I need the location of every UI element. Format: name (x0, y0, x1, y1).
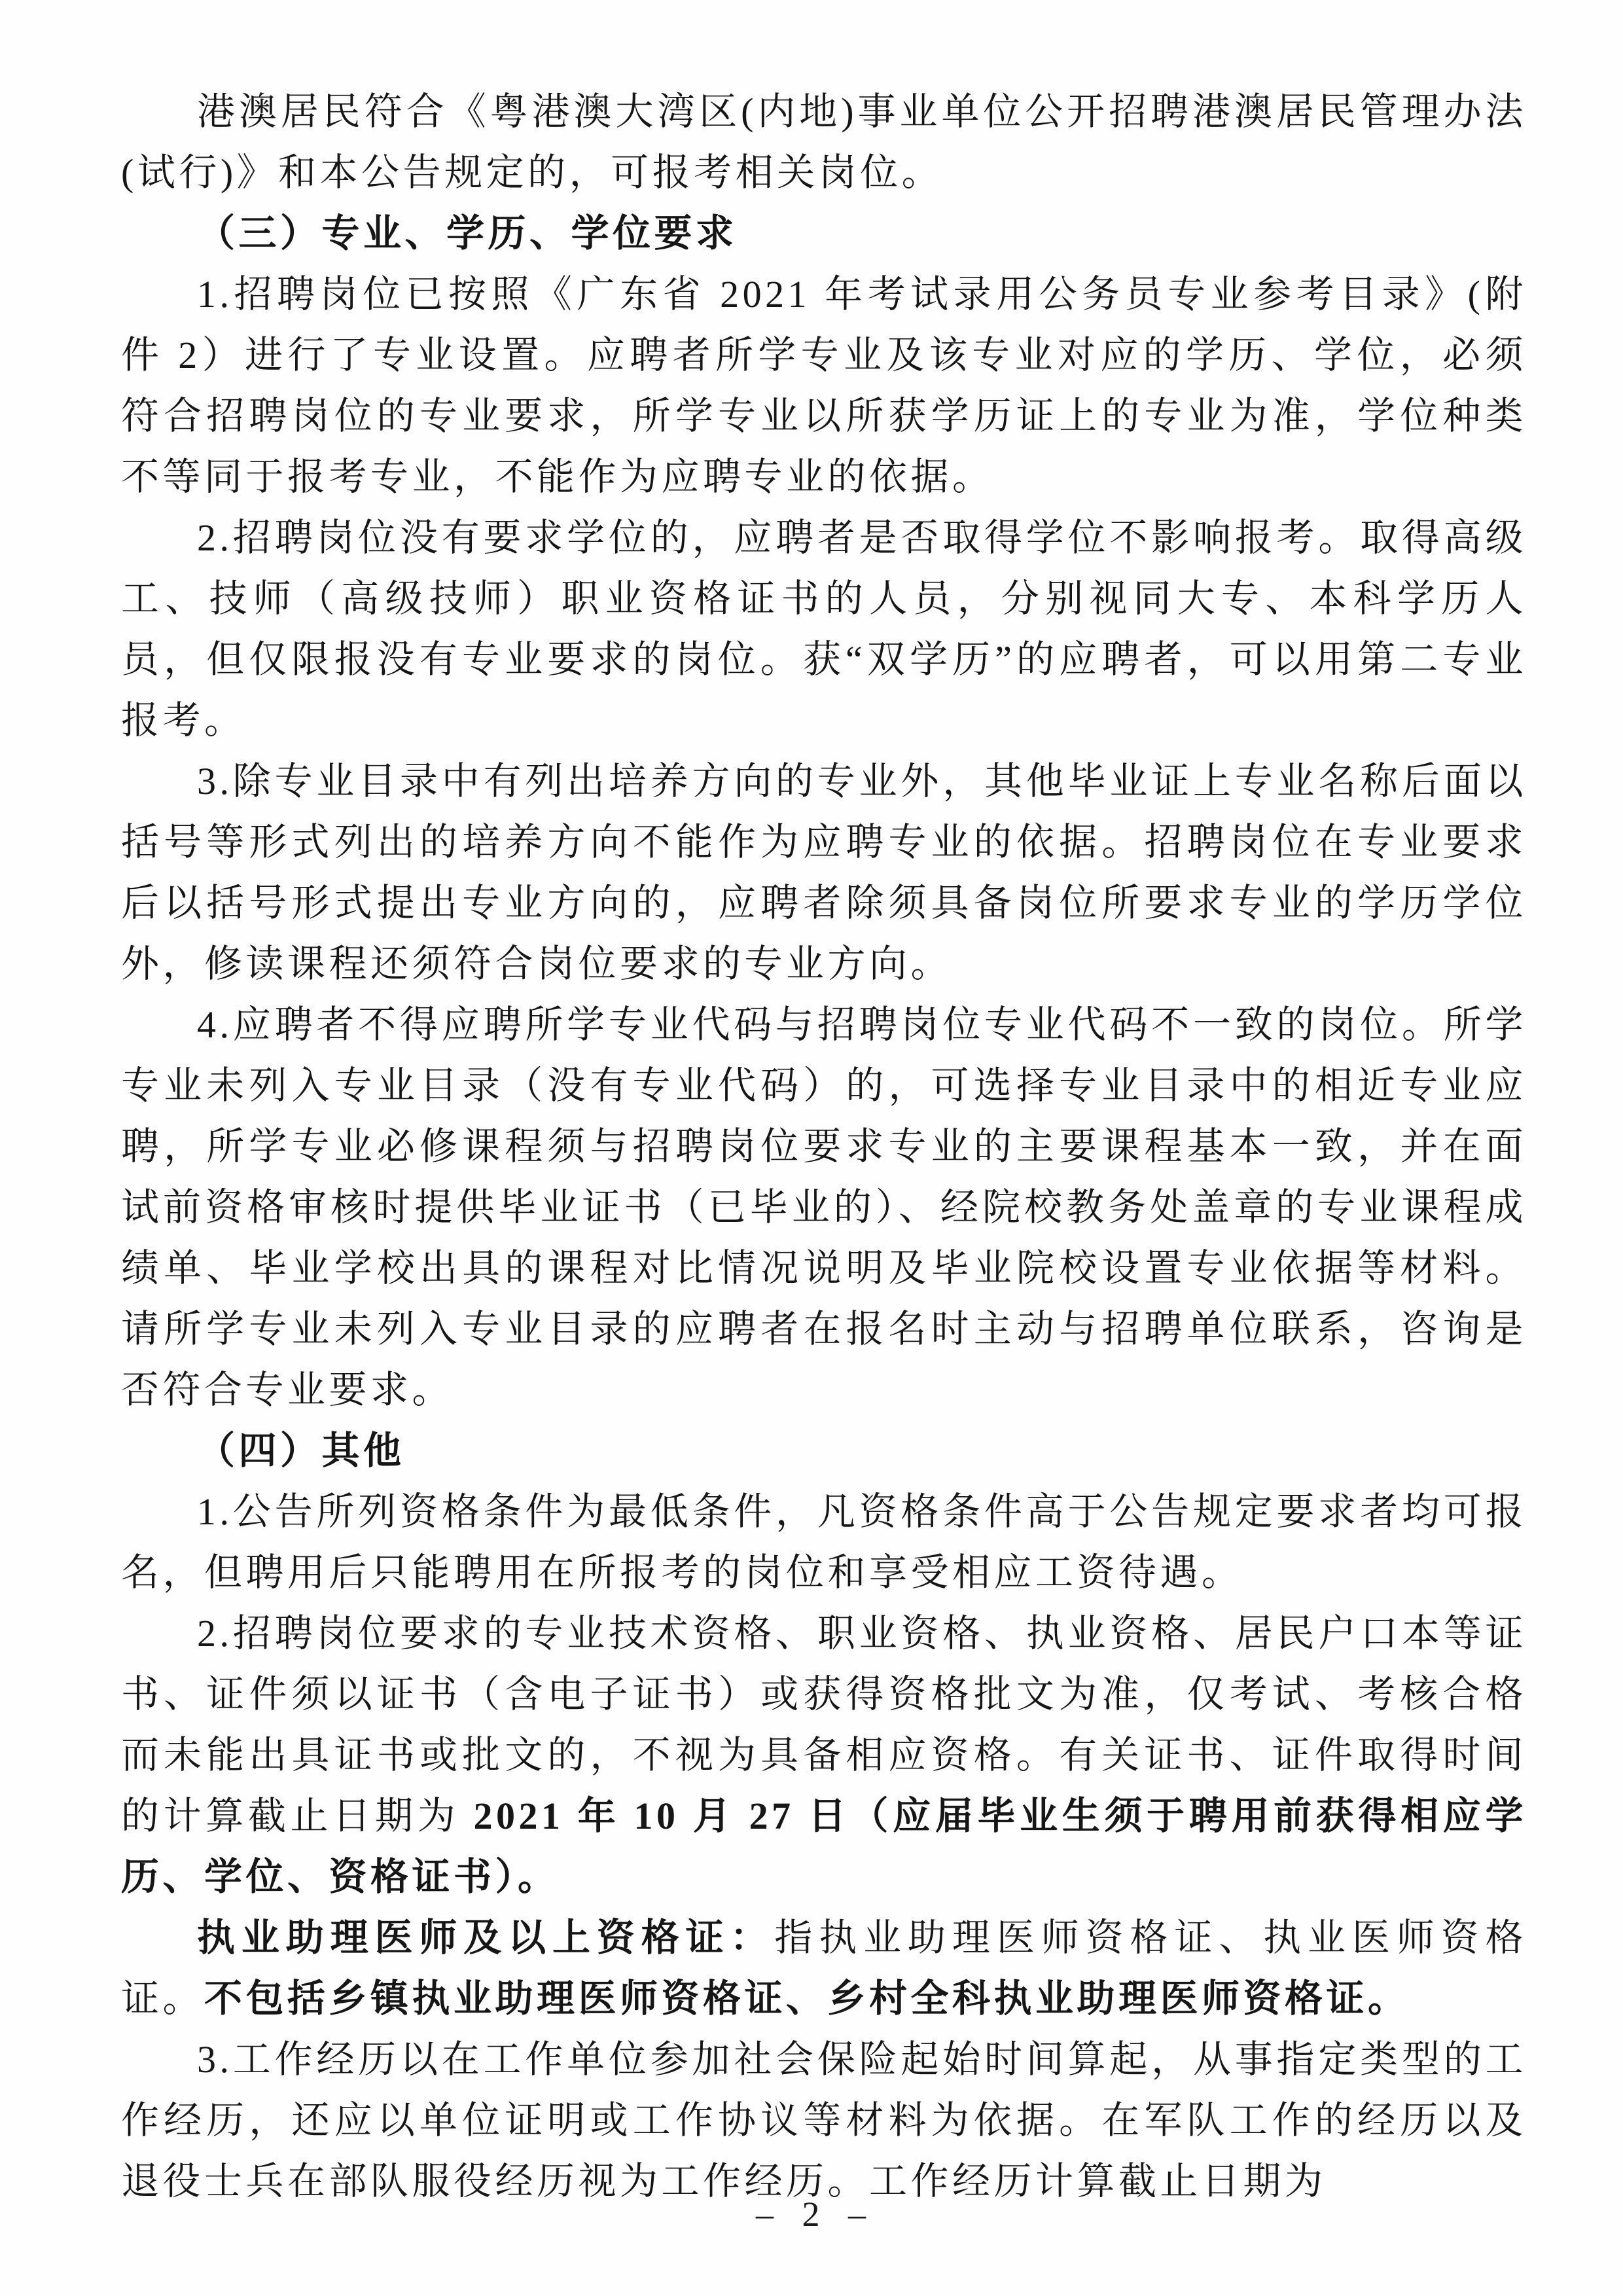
paragraph-hk-macau-residents (121, 81, 1527, 203)
paragraph-text-bold-exclusion: 不包括乡镇执业助理医师资格证、乡村全科执业助理医师资格证。 (204, 1977, 1410, 2020)
paragraph-text: 2.招聘岗位没有要求学位的，应聘者是否取得学位不影响报考。取得高级工、技师（高级技师）职业资格证书的人员，分别视同大专、本科学历人员，但仅限报没有专业要求的岗位。获“双学历”的应聘者，可以用第二专业报考。 (121, 516, 1527, 742)
page-number: – 2 – (756, 2195, 867, 2234)
paragraph-text: 1.招聘岗位已按照《广东省 2021 年考试录用公务员专业参考目录》(附件 2）进行了专业设置。应聘者所学专业及该专业对应的学历、学位，必须符合招聘岗位的专业要求，所学专业以所获学历证上的专业为准，学位种类不等同于报考专业，不能作为应聘专业的依据。 (121, 273, 1527, 498)
document-body (121, 81, 1527, 2212)
paragraph-other-item3-work-experience (121, 2029, 1527, 2212)
paragraph-item2-degree-requirement (121, 507, 1527, 751)
section-heading-three (121, 203, 1527, 264)
paragraph-text-bold-deadline-date: 2021 年 10 月 27 日（应届毕业生须于聘用前获得相应学历、学位、资格证书）。 (121, 1795, 1527, 1898)
section-heading-text: （四）其他 (197, 1429, 405, 1472)
paragraph-item4-major-code (121, 994, 1527, 1420)
paragraph-text: 港澳居民符合《粤港澳大湾区(内地)事业单位公开招聘港澳居民管理办法(试行)》和本公告规定的，可报考相关岗位。 (121, 90, 1527, 194)
section-heading-text: （三）专业、学历、学位要求 (197, 212, 738, 255)
paragraph-text: 指执业助理医师资格证、执业医师资格证。 (121, 1916, 1527, 2020)
paragraph-item1-major-catalog (121, 264, 1527, 507)
section-heading-four (121, 1420, 1527, 1481)
paragraph-text: 3.工作经历以在工作单位参加社会保险起始时间算起，从事指定类型的工作经历，还应以单位证明或工作协议等材料为依据。在军队工作的经历以及退役士兵在部队服役经历视为工作经历。工作经历计算截止日期为 (121, 2038, 1527, 2202)
paragraph-physician-certificate-definition (121, 1907, 1527, 2029)
paragraph-text: 4.应聘者不得应聘所学专业代码与招聘岗位专业代码不一致的岗位。所学专业未列入专业目录（没有专业代码）的，可选择专业目录中的相近专业应聘，所学专业必修课程须与招聘岗位要求专业的主要课程基本一致，并在面试前资格审核时提供毕业证书（已毕业的）、经院校教务处盖章的专业课程成绩单、毕业学校出具的课程对比情况说明及毕业院校设置专业依据等材料。请所学专业未列入专业目录的应聘者在报名时主动与招聘单位联系，咨询是否符合专业要求。 (121, 1003, 1527, 1411)
paragraph-text-bold-term: 执业助理医师及以上资格证： (197, 1916, 775, 1959)
paragraph-text: 3.除专业目录中有列出培养方向的专业外，其他毕业证上专业名称后面以括号等形式列出的培养方向不能作为应聘专业的依据。招聘岗位在专业要求后以括号形式提出专业方向的，应聘者除须具备岗位所要求专业的学历学位外，修读课程还须符合岗位要求的专业方向。 (121, 760, 1527, 985)
page-footer (0, 2194, 1623, 2234)
paragraph-item3-training-direction (121, 751, 1527, 994)
paragraph-other-item2-certificates-deadline (121, 1603, 1527, 1907)
paragraph-text: 1.公告所列资格条件为最低条件，凡资格条件高于公告规定要求者均可报名，但聘用后只能聘用在所报考的岗位和享受相应工资待遇。 (121, 1490, 1527, 1594)
paragraph-other-item1-minimum-conditions (121, 1481, 1527, 1603)
paragraph-text: 2.招聘岗位要求的专业技术资格、职业资格、执业资格、居民户口本等证书、证件须以证书（含电子证书）或获得资格批文为准，仅考试、考核合格而未能出具证书或批文的，不视为具备相应资格。有关证书、证件取得时间的计算截止日期为 (121, 1612, 1527, 1837)
